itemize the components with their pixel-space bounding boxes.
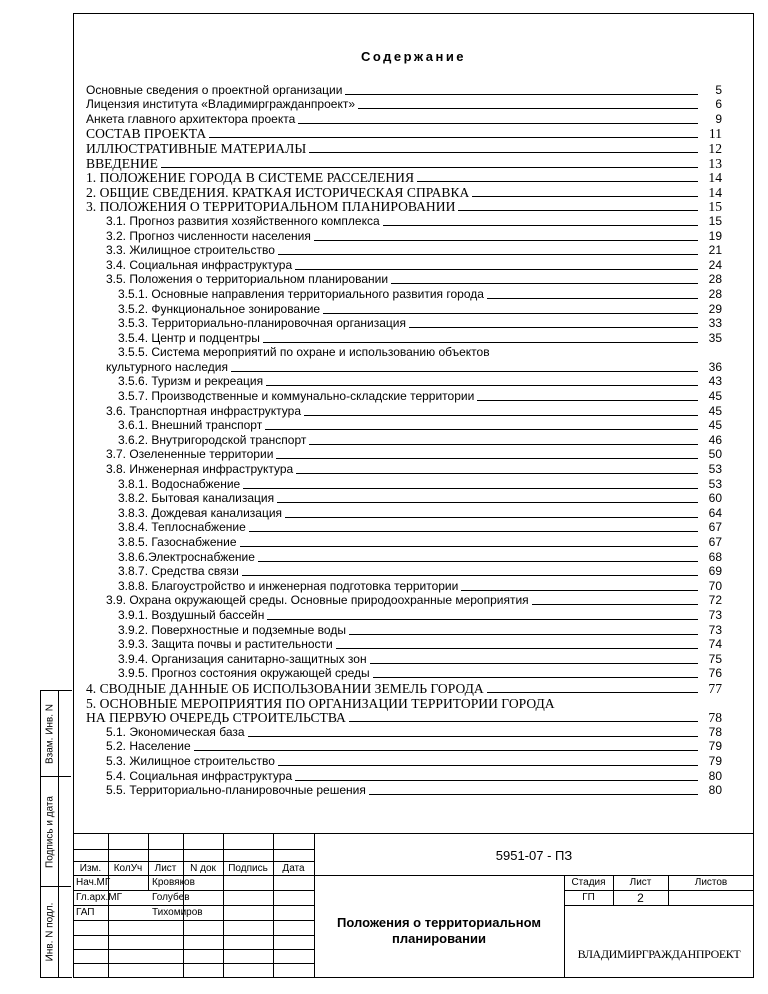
toc-entry-text: 3.6. Транспортная инфраструктура	[106, 403, 302, 418]
toc-page-number: 13	[708, 155, 722, 171]
header-ndoc: N док	[190, 863, 216, 874]
toc-leader	[267, 619, 698, 620]
toc-leader	[248, 736, 698, 737]
toc-entry	[86, 257, 722, 272]
toc-leader	[458, 210, 698, 211]
toc-entry-text: 3.8. Инженерная инфраструктура	[106, 462, 294, 477]
toc-entry-text: 3.5.7. Производственные и коммунально-складские территории	[118, 389, 475, 404]
toc-leader	[461, 590, 698, 591]
document-title: Положения о территориальном планировании	[337, 915, 541, 946]
toc-page-number: 9	[715, 111, 722, 126]
toc-entry-text: 3.9. Охрана окружающей среды. Основные природоохранные мероприятия	[106, 593, 529, 608]
toc-leader	[369, 794, 698, 795]
toc-leader	[240, 546, 698, 547]
toc-page-number: 29	[708, 301, 722, 316]
toc-entry	[86, 403, 722, 418]
toc-leader	[417, 181, 698, 182]
toc-entry	[86, 622, 722, 637]
toc-entry-text: 3.2. Прогноз численности населения	[106, 228, 311, 243]
toc-entry	[86, 301, 722, 316]
signer-name: Тихомиров	[152, 907, 203, 918]
toc-page-number: 50	[708, 447, 722, 462]
toc-entry-text: 5. ОСНОВНЫЕ МЕРОПРИЯТИЯ ПО ОРГАНИЗАЦИИ ТЕРРИТОРИИ ГОРОДА	[86, 695, 555, 711]
toc-leader	[358, 108, 698, 109]
toc-entry	[86, 316, 722, 331]
toc-page-number: 6	[715, 97, 722, 112]
toc-leader	[336, 648, 698, 649]
toc-page-number: 53	[708, 462, 722, 477]
toc-entry	[86, 593, 722, 608]
toc-page-number: 77	[708, 680, 722, 696]
stage-value: ГП	[582, 892, 595, 903]
toc-leader	[477, 400, 698, 401]
toc-leader	[277, 502, 698, 503]
toc-page-number: 73	[708, 622, 722, 637]
toc-entry	[86, 97, 722, 112]
signer-role: Гл.арх.МГ	[76, 892, 123, 903]
organization-name: ВЛАДИМИРГРАЖДАНПРОЕКТ	[577, 947, 741, 961]
toc-entry-text: 3.5.6. Туризм и рекреация	[118, 374, 264, 389]
toc-leader	[345, 94, 698, 95]
toc-entry-text: 3.5.1. Основные направления территориального развития города	[118, 286, 484, 301]
toc-leader	[309, 152, 698, 153]
title-block	[73, 833, 754, 978]
toc-entry-text: 3.9.4. Организация санитарно-защитных зон	[118, 651, 367, 666]
toc-entry	[86, 418, 722, 433]
toc-page-number: 73	[708, 607, 722, 622]
toc-leader	[296, 473, 698, 474]
toc-entry-text: 3.5.4. Центр и подцентры	[118, 330, 260, 345]
toc-leader	[487, 298, 698, 299]
toc-page-number: 19	[708, 228, 722, 243]
toc-entry	[86, 155, 722, 170]
toc-page-number: 74	[708, 637, 722, 652]
toc-page-number: 5	[715, 82, 722, 97]
toc-entry	[86, 272, 722, 287]
side-cell-vzam	[41, 691, 71, 777]
toc-page-number: 72	[708, 593, 722, 608]
toc-page-number: 67	[708, 520, 722, 535]
sheet-value: 2	[637, 891, 644, 905]
side-label-podpis: Подпись и дата	[44, 795, 55, 868]
toc-entry	[86, 564, 722, 579]
toc-entry	[86, 345, 722, 360]
toc-entry-text: 3.7. Озелененные территории	[106, 447, 274, 462]
toc-entry	[86, 710, 722, 725]
toc-leader	[314, 240, 698, 241]
header-koluch: КолУч	[113, 863, 143, 874]
toc-leader	[161, 167, 698, 168]
toc-page-number: 79	[708, 739, 722, 754]
signer-role: Нач.МГ	[76, 877, 111, 888]
toc-entry	[86, 111, 722, 126]
toc-page-number: 64	[708, 505, 722, 520]
toc-leader	[472, 196, 698, 197]
toc-entry	[86, 783, 722, 798]
side-cell-inv	[41, 887, 71, 977]
toc-leader	[391, 283, 698, 284]
toc-entry	[86, 666, 722, 681]
toc-entry-text: СОСТАВ ПРОЕКТА	[86, 126, 207, 142]
toc-entry	[86, 170, 722, 185]
toc-entry-text: 3.3. Жилищное строительство	[106, 243, 275, 258]
toc-entry	[86, 243, 722, 258]
toc-entry-text: Лицензия института «Владимиргражданпроект»	[86, 97, 355, 112]
toc-entry	[86, 768, 722, 783]
toc-leader	[309, 444, 698, 445]
toc-entry	[86, 374, 722, 389]
toc-entry-text: культурного наследия	[106, 359, 228, 374]
toc-entry	[86, 578, 722, 593]
toc-entry	[86, 228, 722, 243]
toc-entry	[86, 724, 722, 739]
toc-entry-text: 3.8.7. Средства связи	[118, 564, 239, 579]
toc-leader	[373, 677, 698, 678]
toc-page-number: 35	[708, 330, 722, 345]
toc-page-number: 75	[708, 651, 722, 666]
toc-entry-text: 3.8.8. Благоустройство и инженерная подготовка территории	[118, 578, 459, 593]
toc-entry-text: 4. СВОДНЫЕ ДАННЫЕ ОБ ИСПОЛЬЗОВАНИИ ЗЕМЕЛЬ ГОРОДА	[86, 680, 484, 696]
toc-entry-text: 3.8.6.Электроснабжение	[118, 549, 255, 564]
toc-page-number: 36	[708, 359, 722, 374]
toc-entry	[86, 82, 722, 97]
side-label-inv: Инв. N подл.	[44, 902, 55, 962]
toc-page-number: 53	[708, 476, 722, 491]
signer-role: ГАП	[76, 907, 95, 918]
toc-entry	[86, 491, 722, 506]
toc-entry-text: 1. ПОЛОЖЕНИЕ ГОРОДА В СИСТЕМЕ РАССЕЛЕНИЯ	[86, 170, 415, 186]
toc-entry-text: 3.5.2. Функциональное зонирование	[118, 301, 321, 316]
toc-leader	[231, 371, 698, 372]
toc-entry-text: 3.5.5. Система мероприятий по охране и использованию объектов	[118, 345, 490, 360]
toc-leader	[242, 575, 698, 576]
toc-page-number: 15	[708, 213, 722, 228]
toc-entry	[86, 388, 722, 403]
toc-leader	[349, 634, 698, 635]
toc-entry-text: 3.9.5. Прогноз состояния окружающей среды	[118, 666, 370, 681]
sheet-header: Лист	[629, 877, 652, 888]
toc-page-number: 78	[708, 724, 722, 739]
toc-leader	[323, 313, 698, 314]
toc-entry-text: 3.9.1. Воздушный бассейн	[118, 607, 265, 622]
toc-page-number: 68	[708, 549, 722, 564]
toc-entry-text: НА ПЕРВУЮ ОЧЕРЕДЬ СТРОИТЕЛЬСТВА	[86, 710, 346, 726]
toc-entry-text: 3. ПОЛОЖЕНИЯ О ТЕРРИТОРИАЛЬНОМ ПЛАНИРОВАНИИ	[86, 199, 456, 215]
toc-entry-text: 3.9.3. Защита почвы и растительности	[118, 637, 333, 652]
toc-leader	[349, 721, 698, 722]
toc-leader	[263, 342, 698, 343]
toc-leader	[532, 604, 698, 605]
header-izm: Изм.	[79, 863, 102, 874]
toc-entry	[86, 359, 722, 374]
toc-entry	[86, 680, 722, 695]
toc-page-number: 14	[708, 184, 722, 200]
side-stamp	[40, 690, 72, 978]
toc-entry	[86, 739, 722, 754]
toc-page-number: 60	[708, 491, 722, 506]
toc-leader	[487, 692, 698, 693]
stage-header: Стадия	[571, 877, 606, 888]
toc-entry	[86, 505, 722, 520]
toc-entry	[86, 199, 722, 214]
toc-entry	[86, 330, 722, 345]
toc-page-number: 80	[708, 768, 722, 783]
toc-entry-text: 3.5.3. Территориально-планировочная организация	[118, 316, 406, 331]
toc-leader	[249, 531, 698, 532]
toc-entry	[86, 549, 722, 564]
toc-page-number: 45	[708, 389, 722, 404]
toc-entry	[86, 126, 722, 141]
toc-page-number: 45	[708, 418, 722, 433]
toc-page-number: 14	[708, 170, 722, 186]
header-data: Дата	[282, 863, 305, 874]
toc-page-number: 46	[708, 432, 722, 447]
toc-entry-text: 3.8.3. Дождевая канализация	[118, 505, 283, 520]
toc-entry-text: ВВЕДЕНИЕ	[86, 155, 158, 171]
signer-name: Голубев	[152, 892, 190, 903]
header-podpis: Подпись	[228, 863, 268, 874]
toc-entry-text: 5.5. Территориально-планировочные решения	[106, 783, 366, 798]
toc-page-number: 24	[708, 257, 722, 272]
toc-entry-text: 3.5. Положения о территориальном планировании	[106, 272, 389, 287]
toc-leader	[298, 123, 698, 124]
toc-entry	[86, 651, 722, 666]
toc-entry-text: 2. ОБЩИЕ СВЕДЕНИЯ. КРАТКАЯ ИСТОРИЧЕСКАЯ СПРАВКА	[86, 184, 470, 200]
toc-leader	[243, 488, 698, 489]
toc-page-number: 15	[708, 199, 722, 215]
toc-entry	[86, 520, 722, 535]
toc-title: Содержание	[360, 49, 467, 64]
toc-page-number: 12	[708, 140, 722, 156]
toc-leader	[295, 780, 698, 781]
toc-entry	[86, 476, 722, 491]
toc-leader	[266, 385, 698, 386]
toc-page-number: 67	[708, 535, 722, 549]
toc-leader	[304, 415, 698, 416]
toc-page-number: 28	[708, 272, 722, 287]
toc-leader	[278, 254, 698, 255]
toc-entry	[86, 140, 722, 155]
toc-entry-text: 3.4. Социальная инфраструктура	[106, 257, 293, 272]
toc-entry	[86, 213, 722, 228]
toc-entry	[86, 695, 722, 710]
toc-entry-text: 3.9.2. Поверхностные и подземные воды	[118, 622, 346, 637]
toc-leader	[276, 458, 698, 459]
toc-leader	[258, 561, 698, 562]
toc-leader	[409, 327, 698, 328]
toc-entry-text: 3.8.2. Бытовая канализация	[118, 491, 275, 506]
toc-leader	[209, 137, 698, 138]
toc-entry-text: 5.2. Население	[106, 739, 191, 754]
toc-page-number: 69	[708, 564, 722, 579]
toc-entry-text: 3.8.4. Теплоснабжение	[118, 520, 246, 535]
side-label-vzam: Взам. Инв. N	[44, 703, 55, 764]
toc-entry	[86, 607, 722, 622]
toc-page-number: 45	[708, 403, 722, 418]
toc-page-number: 43	[708, 374, 722, 389]
toc-entry	[86, 184, 722, 199]
toc-entry-text: 3.6.2. Внутригородской транспорт	[118, 432, 307, 447]
toc-page-number: 79	[708, 753, 722, 768]
toc-entry-text: 3.8.5. Газоснабжение	[118, 535, 237, 549]
toc-page-number: 28	[708, 286, 722, 301]
side-cell-podpis	[41, 777, 71, 887]
toc-page-number: 11	[708, 126, 722, 142]
toc-leader	[265, 429, 698, 430]
toc-entry-text: Анкета главного архитектора проекта	[86, 111, 296, 126]
sheets-header: Листов	[694, 877, 728, 888]
toc-entry	[86, 432, 722, 447]
toc-page-number: 33	[708, 316, 722, 331]
toc-page-number: 76	[708, 666, 722, 681]
toc-entry-text: Основные сведения о проектной организации	[86, 82, 343, 97]
toc-entry-text: ИЛЛЮСТРАТИВНЫЕ МАТЕРИАЛЫ	[86, 140, 307, 156]
toc-entry	[86, 534, 722, 549]
toc-leader	[295, 269, 698, 270]
toc-page-number: 80	[708, 783, 722, 798]
toc-page-number: 70	[708, 578, 722, 593]
toc-entry-text: 5.4. Социальная инфраструктура	[106, 768, 293, 783]
toc-entry	[86, 447, 722, 462]
toc-list	[86, 82, 722, 797]
toc-leader	[194, 750, 698, 751]
toc-leader	[370, 663, 698, 664]
toc-entry	[86, 286, 722, 301]
toc-entry-text: 3.1. Прогноз развития хозяйственного комплекса	[106, 213, 380, 228]
toc-page-number: 78	[708, 710, 722, 726]
toc-page-number: 21	[708, 243, 722, 258]
toc-entry	[86, 461, 722, 476]
toc-entry-text: 5.3. Жилищное строительство	[106, 753, 275, 768]
toc-entry-text: 5.1. Экономическая база	[106, 724, 245, 739]
signer-name: Кровяков	[152, 877, 195, 888]
toc-leader	[278, 765, 698, 766]
toc-leader	[383, 225, 698, 226]
toc-leader	[285, 517, 698, 518]
toc-entry-text: 3.6.1. Внешний транспорт	[118, 418, 263, 433]
toc-entry	[86, 753, 722, 768]
header-list: Лист	[154, 863, 177, 874]
toc-entry-text: 3.8.1. Водоснабжение	[118, 476, 241, 491]
toc-entry	[86, 637, 722, 652]
doc-number: 5951-07 - ПЗ	[495, 848, 573, 863]
